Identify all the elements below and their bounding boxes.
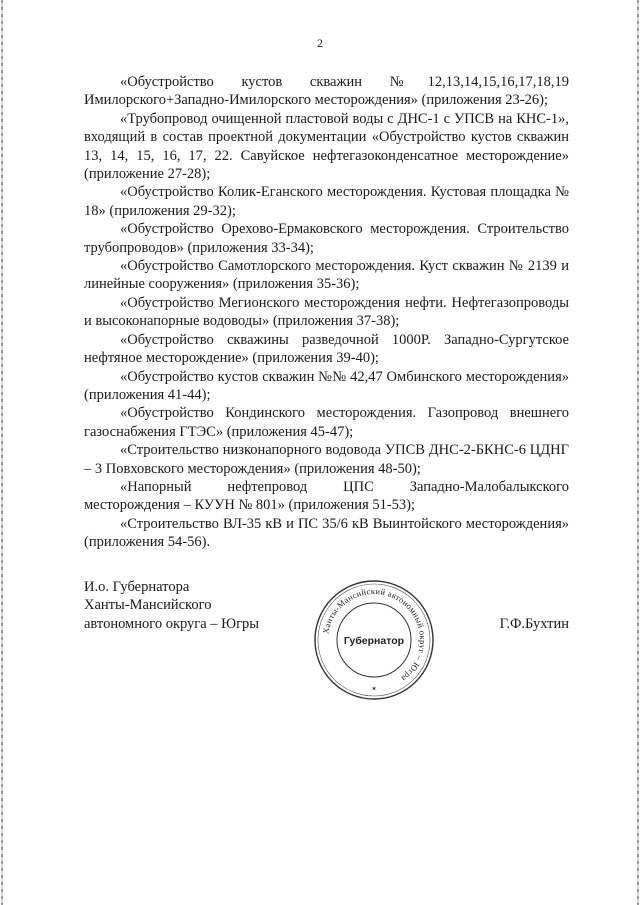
scan-edge-left	[1, 0, 3, 905]
signer-name: Г.Ф.Бухтин	[499, 615, 569, 632]
list-item: «Трубопровод очищенной пластовой воды с ДНС-1 с УПСВ на КНС-1», входящий в состав проектной документации «Обустройство кустов скважин 13, 14, 15, 16, 17, 22. Савуйское нефтегазоконденсатное месторождение» (приложение 27-28);	[84, 110, 569, 183]
scan-edge-right	[637, 0, 639, 905]
document-body	[84, 73, 569, 552]
stamp-star-icon: ✶	[371, 685, 377, 693]
list-item: «Обустройство Орехово-Ермаковского месторождения. Строительство трубопроводов» (приложения 33-34);	[84, 221, 569, 256]
list-item: «Обустройство скважины разведочной 1000Р. Западно-Сургутское нефтяное месторождение» (приложения 39-40);	[84, 331, 569, 367]
list-item: «Обустройство Самотлорского месторождения. Куст скважин № 2139 и линейные сооружения» (приложения 35-36);	[84, 258, 569, 293]
signer-position-line: Ханты-Мансийского	[84, 597, 212, 614]
list-item: «Напорный нефтепровод ЦПС Западно-Малобалыкского месторождения – КУУН № 801» (приложения 51-53);	[84, 478, 569, 514]
stamp-ring-text: Ханты-Мансийский автономный округ – Югра	[320, 585, 429, 684]
list-item: «Обустройство Колик-Еганского месторождения. Кустовая площадка № 18» (приложения 29-32);	[84, 184, 569, 219]
stamp-seal	[312, 578, 436, 702]
page-number: 2	[317, 36, 323, 50]
official-stamp	[312, 578, 436, 702]
signer-position-line: И.о. Губернатора	[84, 579, 190, 595]
stamp-center-text: Губернатор	[343, 635, 405, 647]
list-item: «Строительство ВЛ-35 кВ и ПС 35/6 кВ Выинтойского месторождения» (приложения 54-56).	[84, 515, 569, 551]
list-item: «Обустройство Кондинского месторождения. Газопровод внешнего газоснабжения ГТЭС» (приложения 45-47);	[84, 405, 569, 440]
list-item: «Строительство низконапорного водовода УПСВ ДНС-2-БКНС-6 ЦДНГ – 3 Повховского месторождения» (приложения 48-50);	[84, 442, 569, 477]
list-item: «Обустройство кустов скважин №№ 42,47 Омбинского месторождения» (приложения 41-44);	[84, 368, 569, 403]
signer-position	[84, 578, 259, 633]
list-item: «Обустройство кустов скважин №12,13,14,15,16,17,18,19 Имилорского+Западно-Имилорского месторождения» (приложения 23-26);	[84, 74, 569, 109]
list-item: «Обустройство Мегионского месторождения нефти. Нефтегазопроводы и высоконапорные водоводы» (приложения 37-38);	[84, 294, 569, 330]
signer-position-line: автономного округа – Югры	[84, 615, 260, 632]
